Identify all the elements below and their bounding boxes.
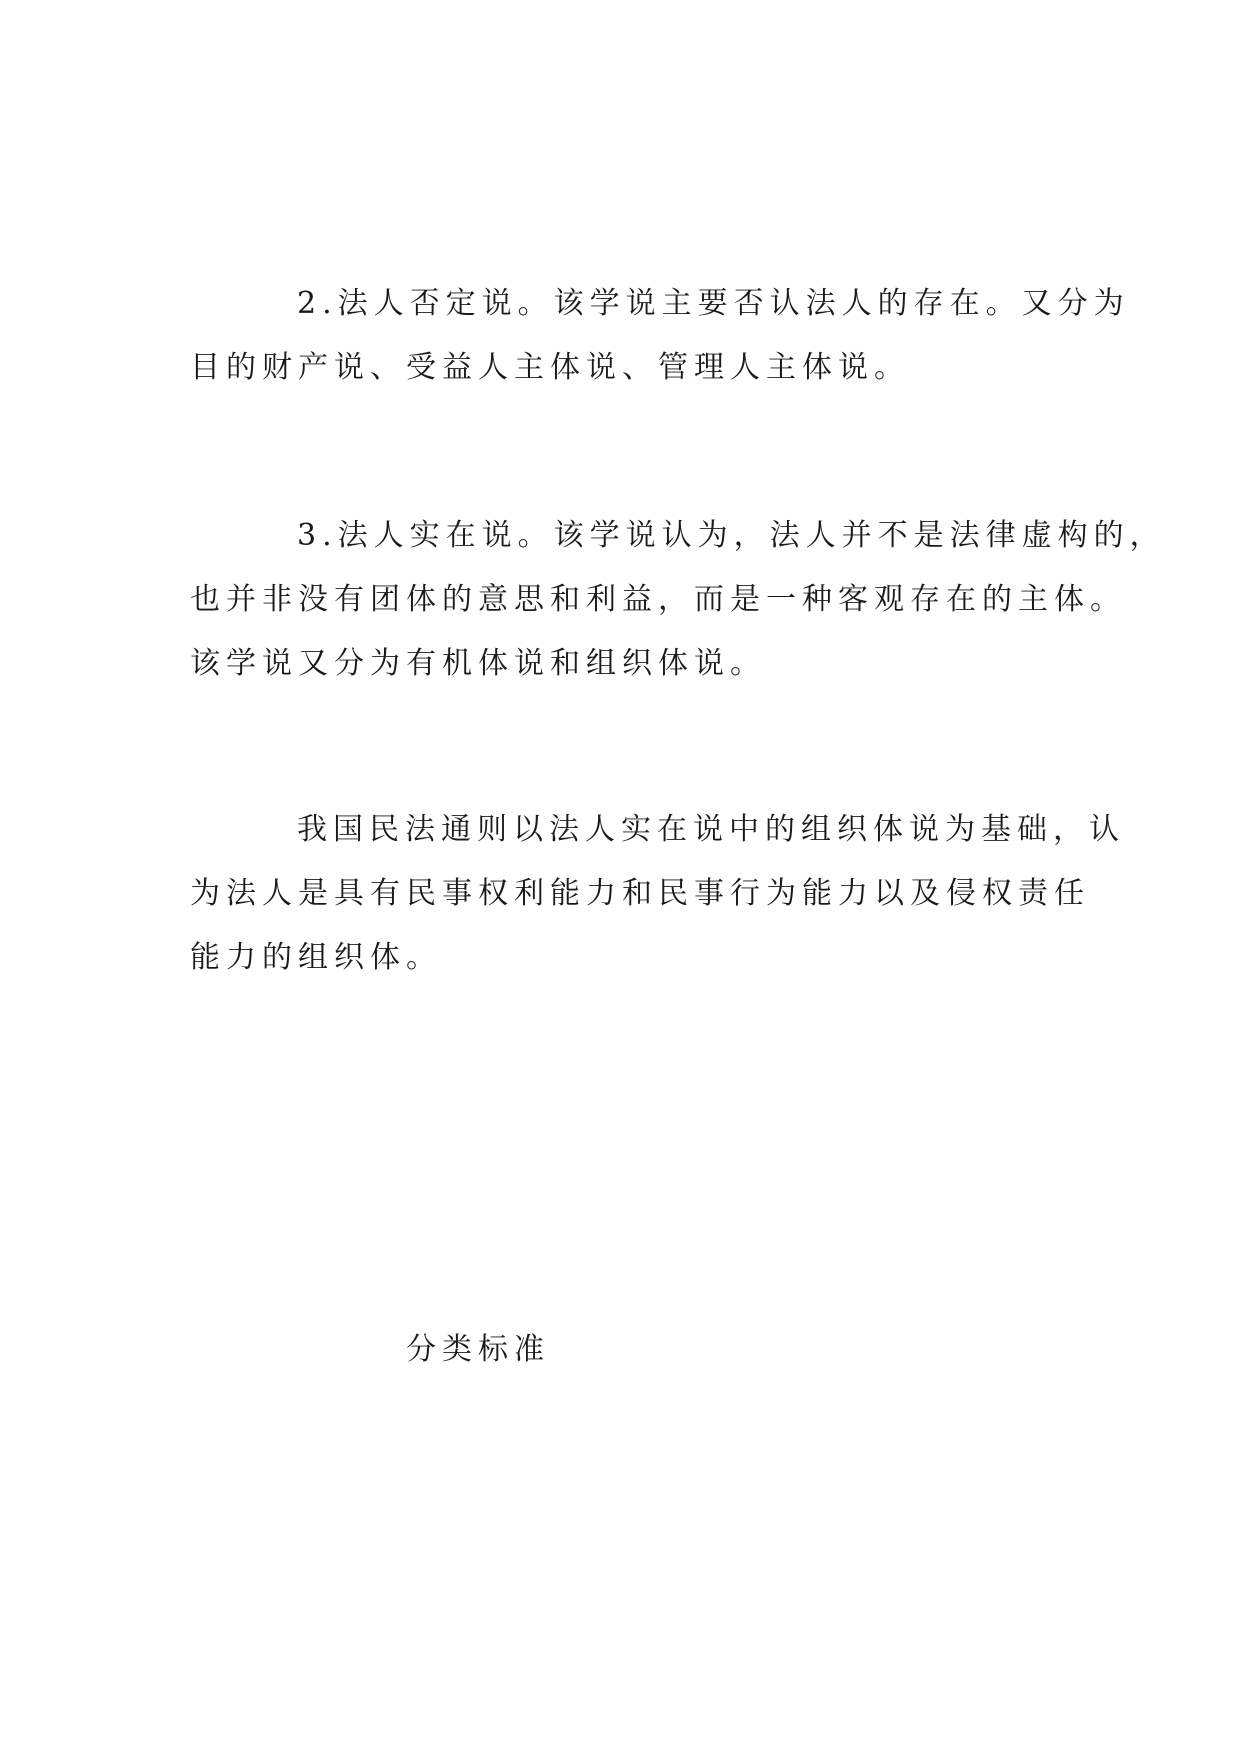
section-heading-classification-criteria: 分类标准 <box>406 1332 550 1367</box>
paragraph-line: 2.法人否定说。该学说主要否认法人的存在。又分为 <box>297 286 1130 321</box>
paragraph-line: 也并非没有团体的意思和利益，而是一种客观存在的主体。 <box>190 582 1126 617</box>
paragraph-line: 目的财产说、受益人主体说、管理人主体说。 <box>190 350 910 385</box>
paragraph-civil-law-basis <box>190 798 1125 990</box>
paragraph-line: 为法人是具有民事权利能力和民事行为能力以及侵权责任 <box>190 876 1090 911</box>
paragraph-line: 该学说又分为有机体说和组织体说。 <box>190 646 766 681</box>
paragraph-line: 能力的组织体。 <box>190 940 442 975</box>
paragraph-line: 3.法人实在说。该学说认为，法人并不是法律虚构的， <box>297 518 1166 553</box>
paragraph-legal-person-reality-theory <box>190 504 1166 696</box>
paragraph-line: 我国民法通则以法人实在说中的组织体说为基础，认 <box>297 812 1125 847</box>
paragraph-legal-person-negation-theory <box>190 272 1130 400</box>
